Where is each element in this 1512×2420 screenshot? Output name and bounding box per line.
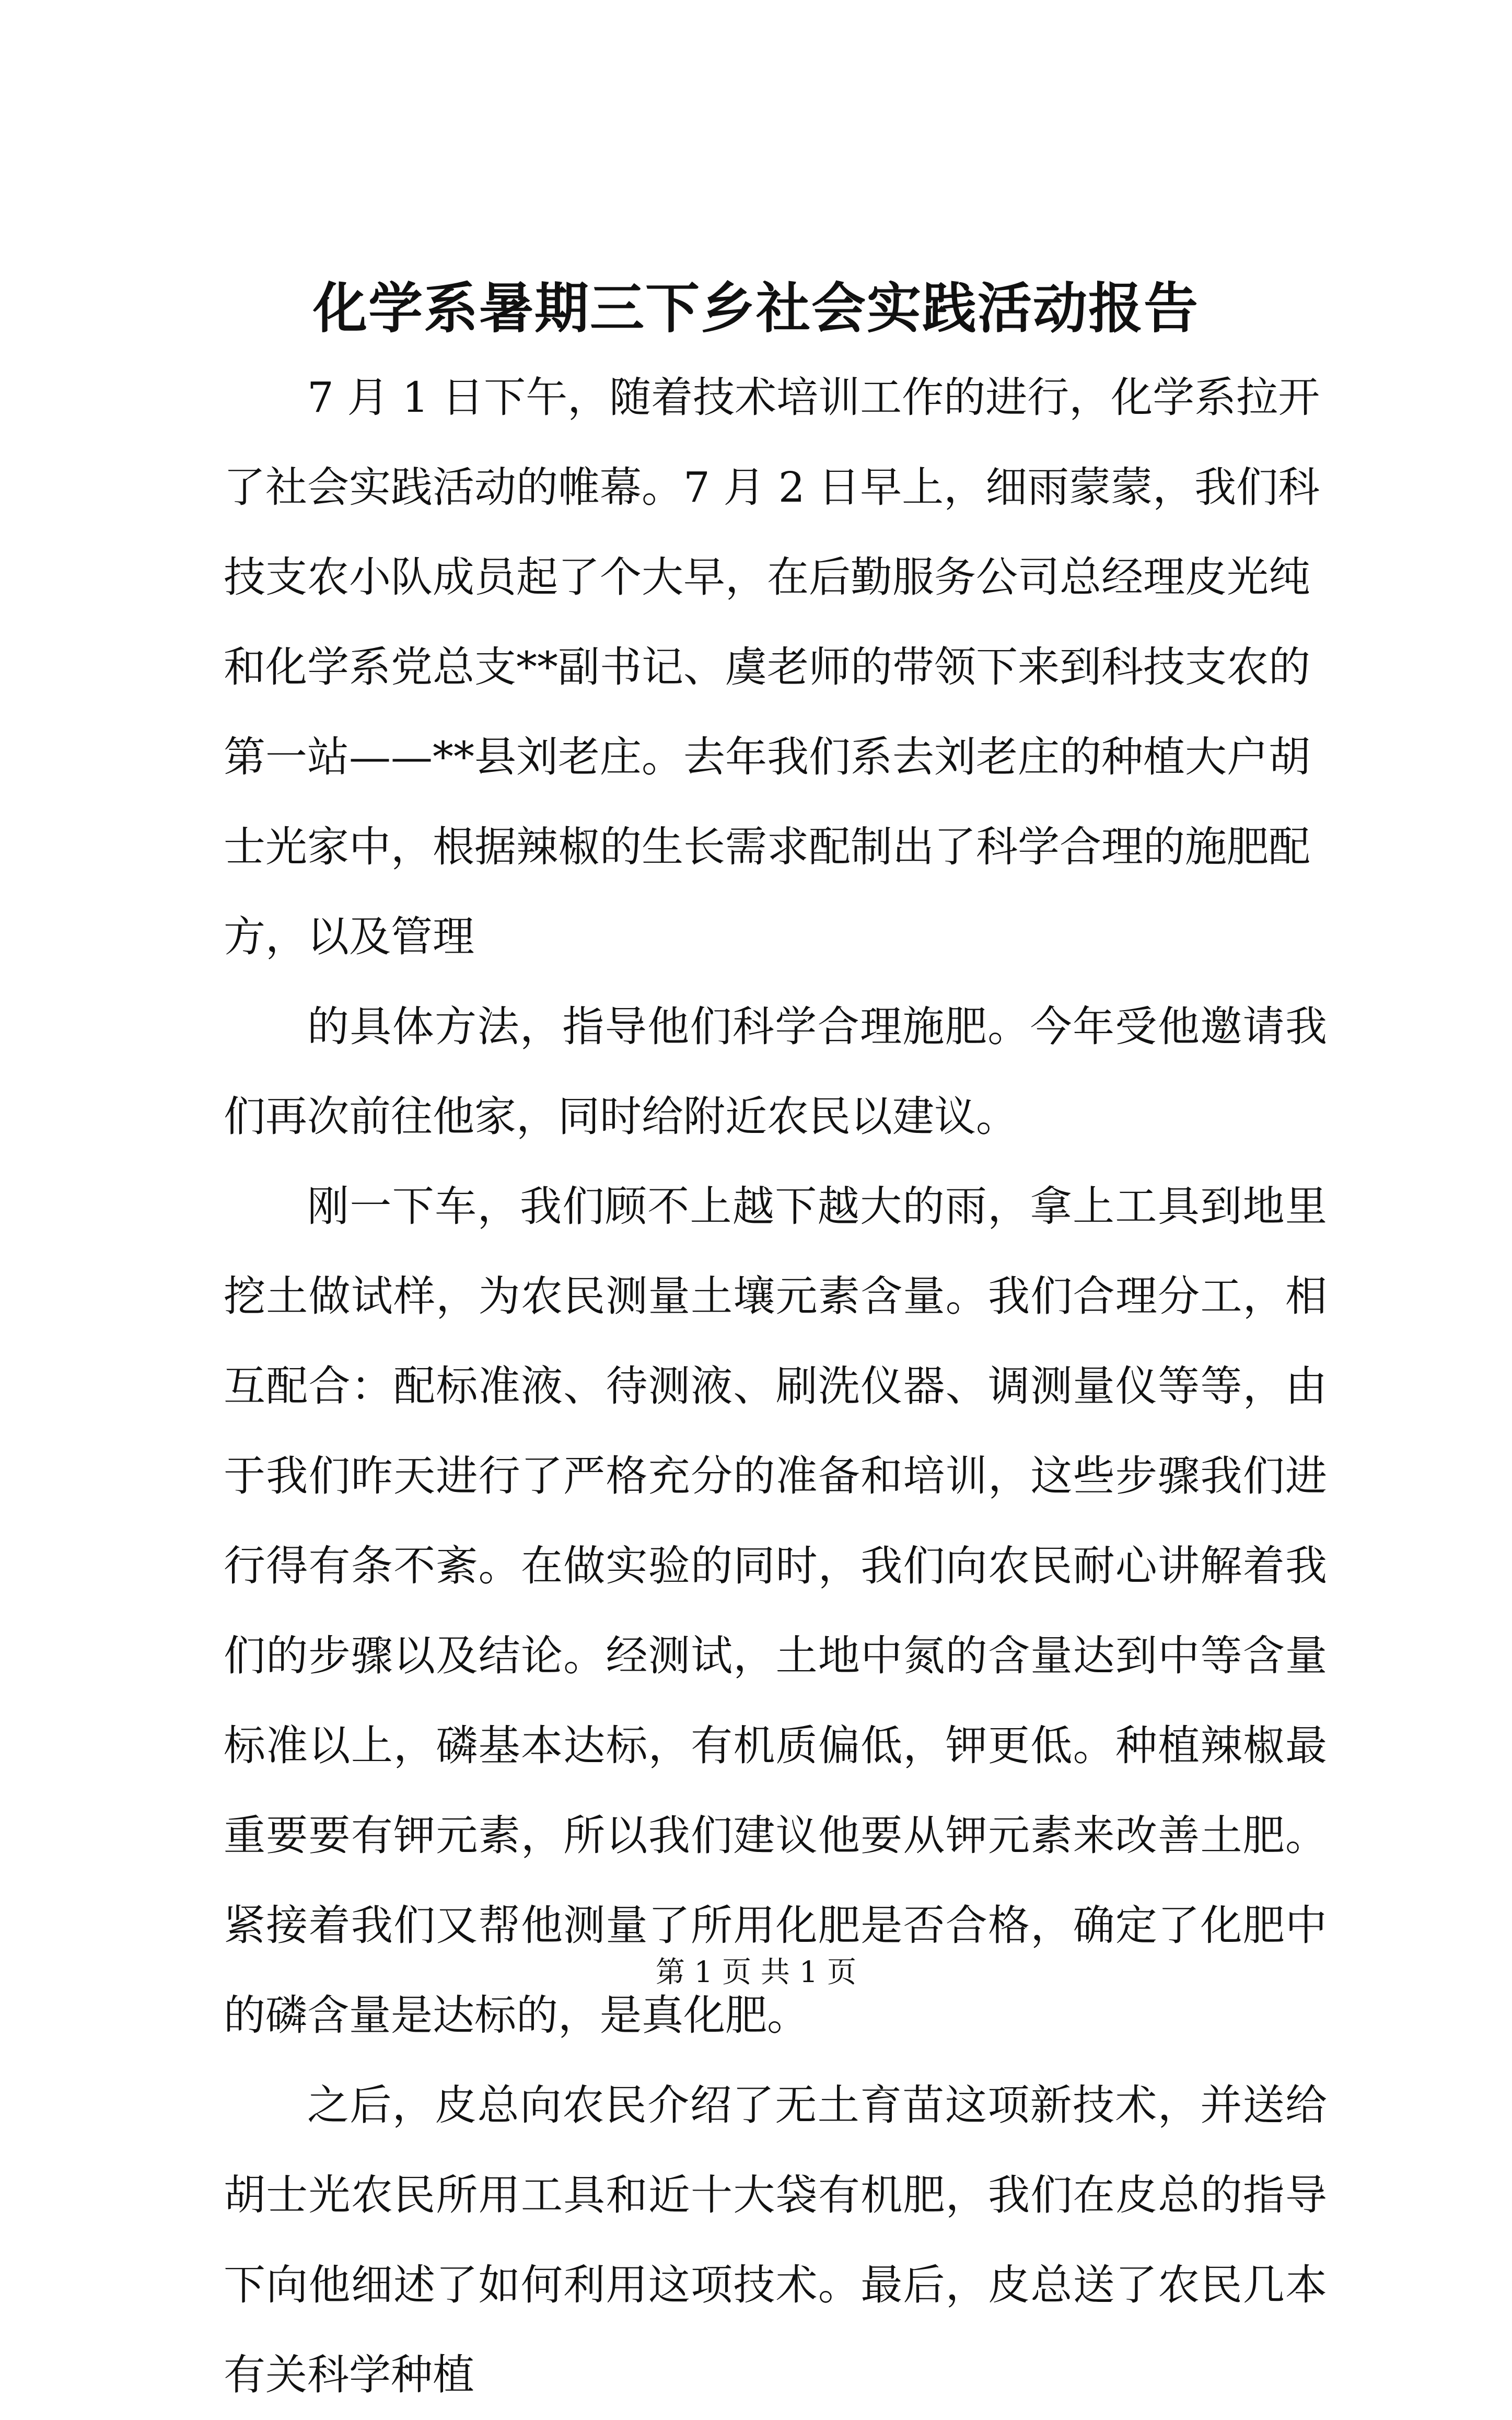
paragraph-2: 的具体方法，指导他们科学合理施肥。今年受他邀请我们再次前往他家，同时给附近农民以建议。 [224, 1002, 1327, 1141]
paragraph-1: 7 月 1 日下午，随着技术培训工作的进行，化学系拉开了社会实践活动的帷幕。7 月 2 日早上，细雨蒙蒙，我们科技支农小队成员起了个大早，在后勤服务公司总经理皮光纯和化学系党总支**副书记、虞老师的带领下来到科技支农的第一站——**县刘老庄。去年我们系去刘老庄的种植大户胡士光家中，根据辣椒的生长需求配制出了科学合理的施肥配方，以及管理 [224, 373, 1320, 961]
document-title: 化学系暑期三下乡社会实践活动报告 [312, 276, 1199, 340]
paragraph-4: 之后，皮总向农民介绍了无土育苗这项新技术，并送给胡士光农民所用工具和近十大袋有机肥，我们在皮总的指导下向他细述了如何利用这项技术。最后，皮总送了农民几本有关科学种植 [224, 2081, 1327, 2399]
page-footer: 第 1 页 共 1 页 [655, 1955, 857, 1989]
document-body [224, 353, 1327, 2420]
paragraph-3: 刚一下车，我们顾不上越下越大的雨，拿上工具到地里挖土做试样，为农民测量土壤元素含量。我们合理分工，相互配合：配标准液、待测液、刷洗仪器、调测量仪等等，由于我们昨天进行了严格充分的准备和培训，这些步骤我们进行得有条不紊。在做实验的同时，我们向农民耐心讲解着我们的步骤以及结论。经测试，土地中氮的含量达到中等含量标准以上，磷基本达标，有机质偏低，钾更低。种植辣椒最重要要有钾元素，所以我们建议他要从钾元素来改善土肥。紧接着我们又帮他测量了所用化肥是否合格，确定了化肥中的磷含量是达标的，是真化肥。 [224, 1182, 1327, 2040]
